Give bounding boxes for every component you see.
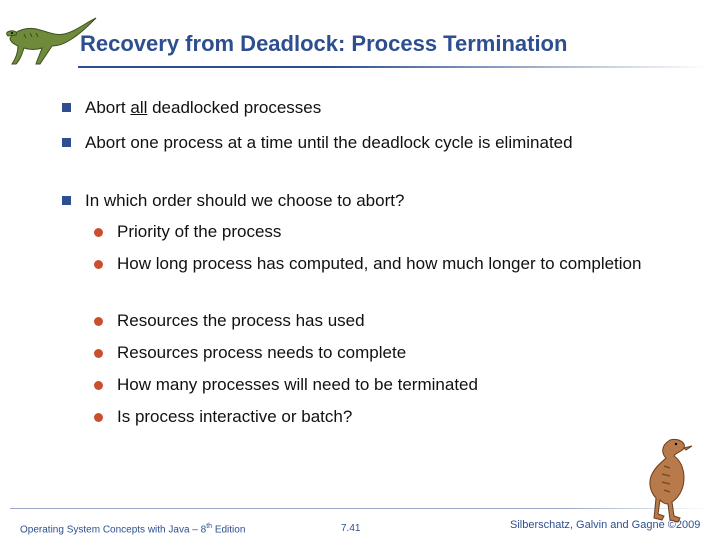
bullet-text: Abort one process at a time until the deadlock cycle is eliminated [85,133,573,152]
title-divider [78,66,707,68]
footer-book-title: Operating System Concepts with Java – 8th Edition [20,523,246,536]
sub-bullet-text: Resources process needs to complete [117,343,407,362]
sub-bullet-text: Resources the process has used [117,311,365,330]
square-bullet-icon [62,103,71,112]
footer-copyright: Silberschatz, Galvin and Gagne ©2009 [510,519,701,531]
slide-title: Recovery from Deadlock: Process Termination [80,31,568,56]
round-bullet-icon [94,381,103,390]
round-bullet-icon [94,349,103,358]
square-bullet-icon [62,138,71,147]
sub-bullet-text: Priority of the process [117,222,282,241]
page-number: 7.41 [341,523,361,534]
round-bullet-icon [94,228,103,237]
sub-bullet-text: How many processes will need to be terminated [117,375,478,394]
sub-bullet-text: How long process has computed, and how much longer to completion [117,254,642,273]
sub-bullet-text: Is process interactive or batch? [117,407,353,426]
square-bullet-icon [62,196,71,205]
round-bullet-icon [94,260,103,269]
round-bullet-icon [94,317,103,326]
round-bullet-icon [94,413,103,422]
bullet-text: Abort all deadlocked processes [85,98,322,117]
emphasis-all: all [130,98,148,117]
dinosaur-footer-icon [640,436,700,528]
bullet-text: In which order should we choose to abort? [85,191,405,210]
footer-divider [10,508,710,509]
